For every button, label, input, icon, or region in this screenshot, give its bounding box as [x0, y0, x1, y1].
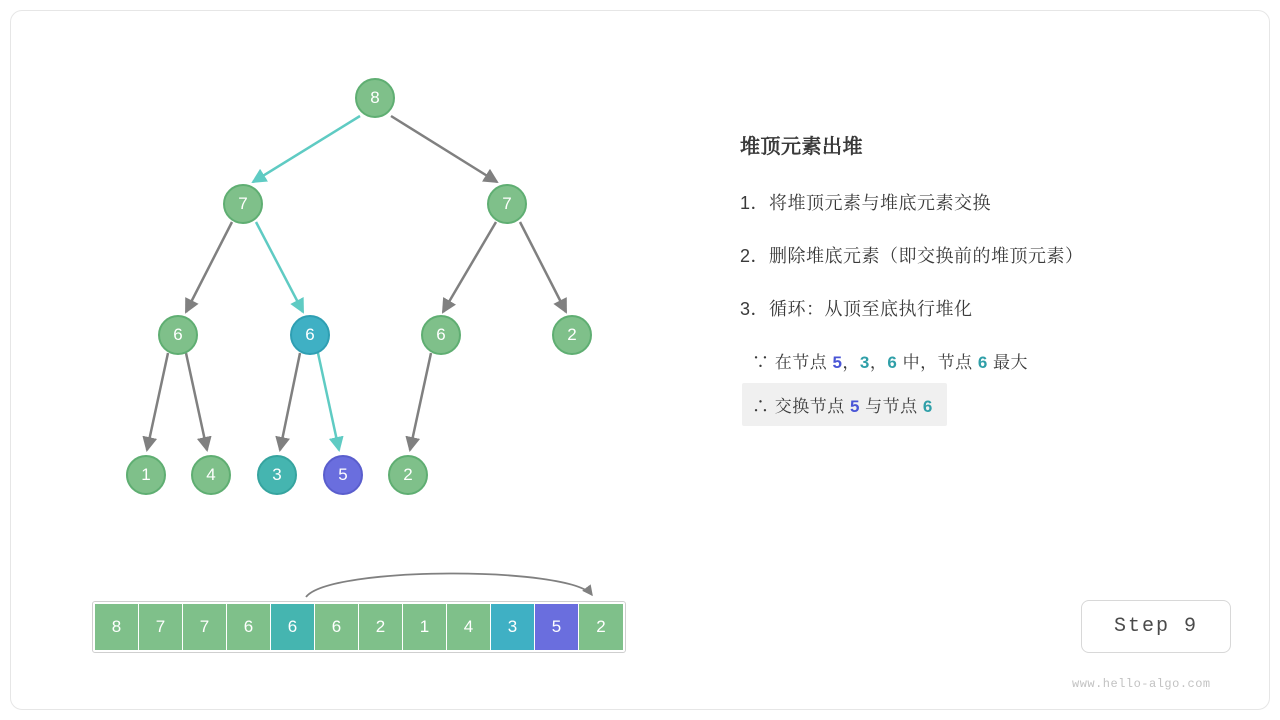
- reason-conclusion-wrap: [740, 383, 1210, 426]
- array-cell: [227, 604, 271, 650]
- conclusion-node-a: 5: [849, 397, 860, 416]
- tree-node-value: 7: [502, 194, 512, 213]
- reason-premise-pre: ∵ 在节点: [752, 353, 833, 372]
- array-cell-value: 6: [243, 617, 254, 636]
- watermark: www.hello-algo.com: [1072, 677, 1211, 691]
- tree-node: [323, 455, 363, 495]
- tree-node: [421, 315, 461, 355]
- array-cell-value: 4: [463, 617, 474, 636]
- conclusion-mid: 与节点: [859, 397, 923, 416]
- tree-node: [355, 78, 395, 118]
- array-cell: [491, 604, 535, 650]
- tree-node-value: 7: [238, 194, 248, 213]
- reason-mid: 中，节点: [897, 353, 978, 372]
- reason-conclusion: [742, 383, 947, 426]
- array-cell: [271, 604, 315, 650]
- step-item: 1．将堆顶元素与堆底元素交换: [740, 193, 992, 213]
- tree-node-value: 2: [567, 325, 577, 344]
- tree-node-value: 6: [305, 325, 315, 344]
- tree-node-value: 6: [436, 325, 446, 344]
- tree-node-value: 8: [370, 88, 380, 107]
- array-cell-value: 7: [155, 617, 166, 636]
- tree-node: [223, 184, 263, 224]
- tree-node: [487, 184, 527, 224]
- array-cell-value: 5: [551, 617, 562, 636]
- array-cell: [183, 604, 227, 650]
- tree-node-value: 3: [272, 465, 282, 484]
- tree-node: [158, 315, 198, 355]
- array-cell-value: 2: [596, 617, 606, 636]
- array-cell: [315, 604, 359, 650]
- array-cell-value: 1: [419, 617, 430, 636]
- tree-node: [552, 315, 592, 355]
- array-cell-value: 7: [199, 617, 210, 636]
- tree-node-value: 4: [206, 465, 216, 484]
- reason-node-c: 6: [887, 353, 898, 372]
- array-representation: [92, 601, 626, 653]
- tree-node: [126, 455, 166, 495]
- array-cell-value: 3: [507, 617, 518, 636]
- reason-premise: [752, 348, 1210, 373]
- reason-post: 最大: [987, 353, 1029, 372]
- array-cell: [535, 604, 579, 650]
- explanation-panel: [740, 130, 1210, 426]
- tree-node: [191, 455, 231, 495]
- tree-node: [388, 455, 428, 495]
- reason-sep-2: ，: [869, 353, 888, 372]
- step-item: 2．删除堆底元素（即交换前的堆顶元素）: [740, 246, 1084, 266]
- tree-node-value: 2: [403, 465, 413, 484]
- array-cell-value: 8: [111, 617, 122, 636]
- array-cell: [447, 604, 491, 650]
- step-item: 3．循环：从顶至底执行堆化: [740, 299, 973, 319]
- array-cell-value: 6: [331, 617, 342, 636]
- array-cell: [403, 604, 447, 650]
- array-cell-value: 6: [287, 617, 298, 636]
- array-cell: [95, 604, 139, 650]
- array-cell: [579, 604, 623, 650]
- reason-node-a: 5: [832, 353, 843, 372]
- tree-node: [257, 455, 297, 495]
- array-cell: [139, 604, 183, 650]
- tree-node: [290, 315, 330, 355]
- array-cell: [359, 604, 403, 650]
- reason-node-max: 6: [977, 353, 988, 372]
- page-title: 堆顶元素出堆: [740, 136, 863, 158]
- tree-node-value: 6: [173, 325, 183, 344]
- reason-node-b: 3: [859, 353, 870, 372]
- step-badge: Step 9: [1081, 600, 1231, 653]
- conclusion-pre: ∴ 交换节点: [752, 397, 850, 416]
- reason-sep-1: ，: [842, 353, 860, 372]
- tree-node-value: 5: [338, 465, 348, 484]
- tree-node-value: 1: [141, 465, 151, 484]
- conclusion-node-b: 6: [922, 397, 933, 416]
- array-cell-value: 2: [375, 617, 386, 636]
